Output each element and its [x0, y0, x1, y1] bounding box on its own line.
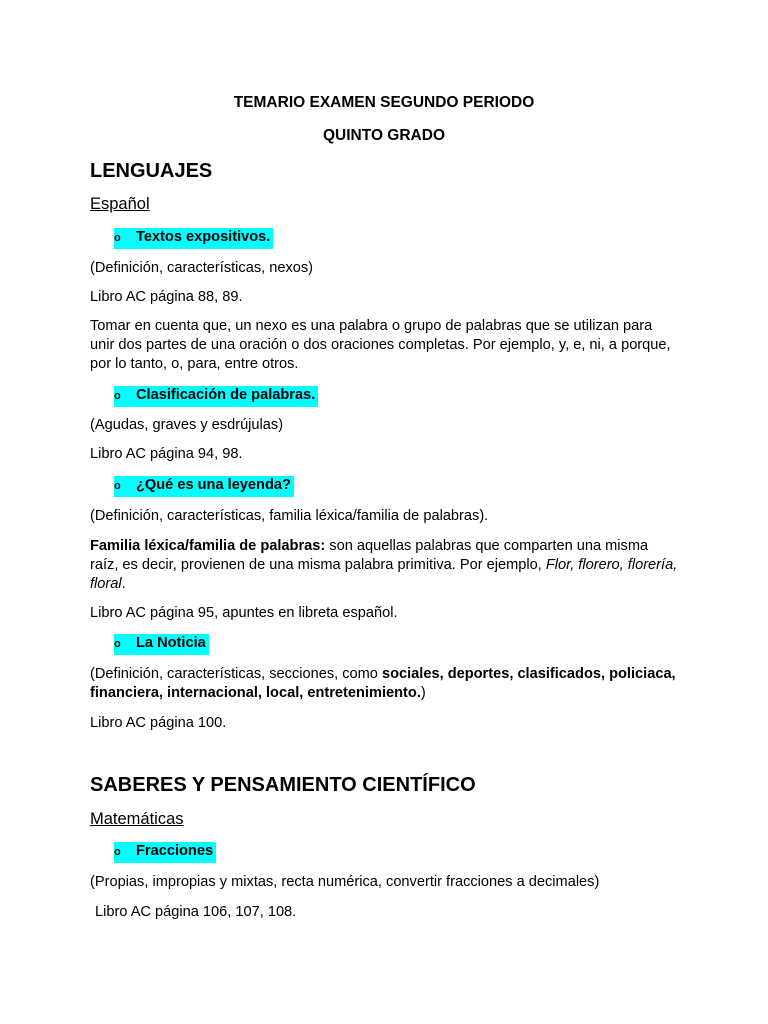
document-subtitle: QUINTO GRADO	[323, 127, 445, 144]
topic-description: (Agudas, graves y esdrújulas)	[90, 417, 284, 433]
topic-description: (Definición, características, nexos)	[90, 260, 314, 276]
bullet-marker: o	[114, 390, 121, 402]
topic-description: (Propias, impropias y mixtas, recta numérica, convertir fracciones a decimales)	[90, 874, 600, 890]
book-reference: Libro AC página 100.	[90, 715, 227, 731]
bullet-marker: o	[114, 232, 121, 244]
subject-heading-espanol: Español	[90, 195, 150, 213]
definition-term: Familia léxica/familia de palabras:	[90, 538, 326, 554]
bullet-marker: o	[114, 846, 121, 858]
book-reference: Libro AC página 106, 107, 108.	[95, 904, 297, 920]
book-reference: Libro AC página 88, 89.	[90, 289, 243, 305]
familia-lexica-definition	[90, 537, 680, 594]
definition-example: Flor, florero, florería, floral	[90, 557, 678, 592]
topic-clasificacion-palabras	[114, 386, 318, 407]
topic-label: ¿Qué es una leyenda?	[136, 477, 291, 493]
topic-textos-expositivos	[114, 228, 273, 249]
topic-fracciones	[114, 842, 216, 863]
topic-label: Textos expositivos.	[136, 229, 271, 245]
subject-heading-matematicas: Matemáticas	[90, 810, 184, 828]
section-heading-saberes: SABERES Y PENSAMIENTO CIENTÍFICO	[90, 774, 476, 796]
book-reference: Libro AC página 95, apuntes en libreta español.	[90, 605, 398, 621]
description-start: (Definición, características, secciones, como	[90, 666, 382, 682]
topic-que-es-leyenda	[114, 476, 294, 497]
definition-end: .	[121, 576, 126, 592]
definition-text: son aquellas palabras que comparten una misma raíz, es decir, provienen de una misma palabra primitiva. Por ejemplo,	[90, 538, 649, 573]
book-reference: Libro AC página 94, 98.	[90, 446, 243, 462]
topic-label: La Noticia	[136, 635, 206, 651]
topic-la-noticia	[114, 634, 209, 655]
topic-description: (Definición, características, familia léxica/familia de palabras).	[90, 508, 489, 524]
topic-label: Clasificación de palabras.	[136, 387, 316, 403]
topic-label: Fracciones	[136, 843, 214, 859]
topic-description	[90, 665, 680, 703]
description-sections: sociales, deportes, clasificados, policiaca, financiera, internacional, local, entretenimiento.	[90, 666, 676, 701]
bullet-marker: o	[114, 480, 121, 492]
nexo-note: Tomar en cuenta que, un nexo es una palabra o grupo de palabras que se utilizan para unir dos partes de una oración o dos oraciones completas. Por ejemplo, y, e, ni, a porque, por lo tanto, o, para, entre otros.	[90, 318, 671, 372]
document-title: TEMARIO EXAMEN SEGUNDO PERIODO	[233, 94, 535, 111]
description-end: )	[420, 685, 426, 701]
bullet-marker: o	[114, 638, 121, 650]
section-heading-lenguajes: LENGUAJES	[90, 160, 213, 182]
